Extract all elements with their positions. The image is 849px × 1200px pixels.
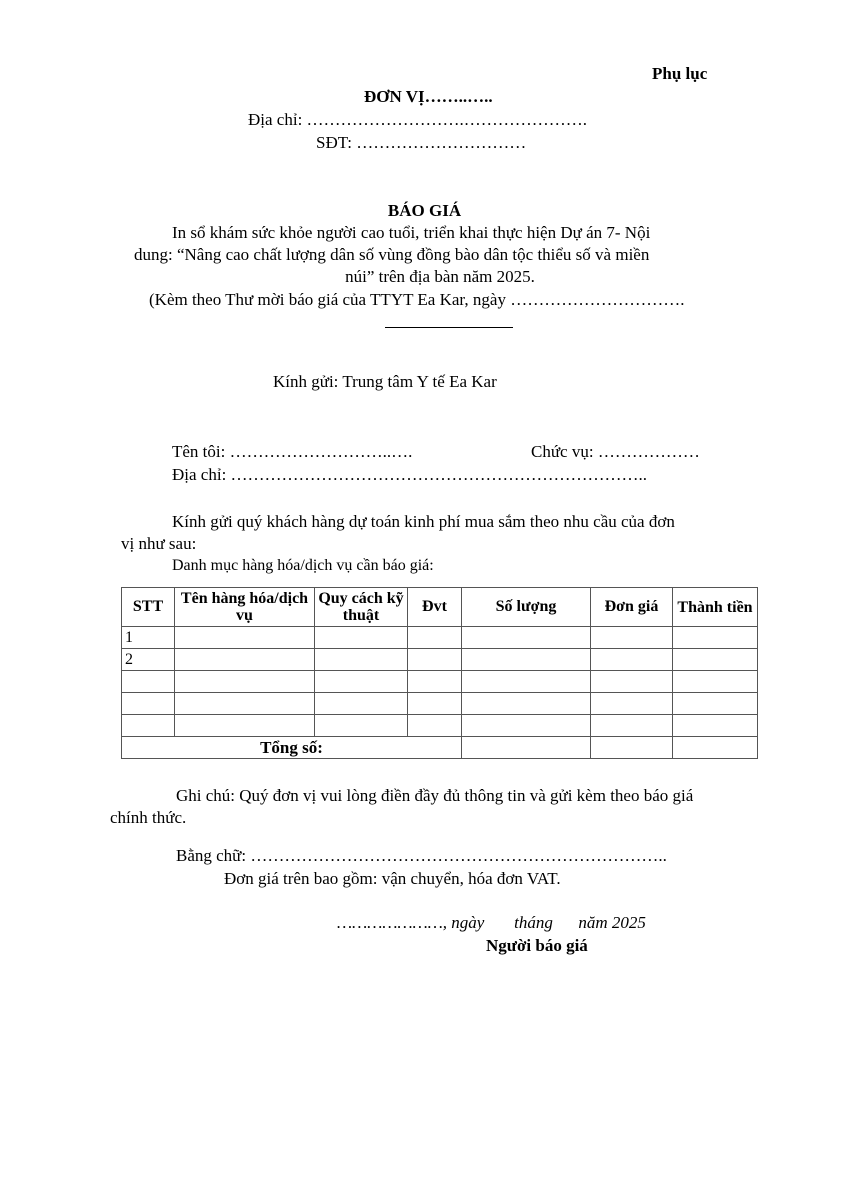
stt-cell: 1 xyxy=(122,627,175,649)
subject-line: núi” trên địa bàn năm 2025. xyxy=(345,267,535,286)
quote-table xyxy=(121,587,758,759)
col-header: Đvt xyxy=(408,588,462,627)
total-row xyxy=(122,737,758,759)
list-label: Danh mục hàng hóa/dịch vụ cần báo giá: xyxy=(172,557,434,574)
subject-line: In sổ khám sức khỏe người cao tuổi, triển khai thực hiện Dự án 7- Nội xyxy=(172,223,651,242)
recipient: Kính gửi: Trung tâm Y tế Ea Kar xyxy=(273,372,497,391)
unit-phone: SĐT: ………………………… xyxy=(316,133,527,152)
page-title: BÁO GIÁ xyxy=(387,201,462,220)
table-header-row xyxy=(122,588,758,627)
col-header: Quy cách kỹ thuật xyxy=(315,588,408,627)
name-field: Tên tôi: ………………………..…. xyxy=(172,442,413,461)
date-line: …………………, ngày tháng năm 2025 xyxy=(337,913,646,932)
sender-address-field: Địa chỉ: ……………………………………………………………….. xyxy=(172,465,648,484)
table-row xyxy=(122,627,758,649)
table-row xyxy=(122,649,758,671)
intro-text: Kính gửi quý khách hàng dự toán kinh phí mua sắm theo nhu cầu của đơn xyxy=(172,512,675,531)
table-row xyxy=(122,693,758,715)
position-field: Chức vụ: ……………… xyxy=(531,442,700,461)
col-header: Số lượng xyxy=(462,588,591,627)
note-text: Ghi chú: Quý đơn vị vui lòng điền đầy đủ thông tin và gửi kèm theo báo giá xyxy=(176,786,694,805)
note-text: chính thức. xyxy=(110,808,187,827)
col-header: STT xyxy=(122,588,175,627)
appendix-label: Phụ lục xyxy=(652,64,708,83)
amount-in-words: Bằng chữ: ……………………………………………………………….. xyxy=(176,846,667,865)
col-header: Thành tiền xyxy=(673,588,758,627)
attachment-note: (Kèm theo Thư mời báo giá của TTYT Ea Kar, ngày …………………………. xyxy=(149,290,685,309)
col-header: Tên hàng hóa/dịch vụ xyxy=(175,588,315,627)
price-includes: Đơn giá trên bao gồm: vận chuyển, hóa đơn VAT. xyxy=(224,869,561,888)
divider xyxy=(385,327,513,328)
intro-text: vị như sau: xyxy=(121,534,197,553)
unit-address: Địa chỉ: ……………………….…………………. xyxy=(248,110,588,129)
col-header: Đơn giá xyxy=(591,588,673,627)
table-row xyxy=(122,671,758,693)
table-row xyxy=(122,715,758,737)
subject-line: dung: “Nâng cao chất lượng dân số vùng đồng bào dân tộc thiểu số và miền xyxy=(134,245,650,264)
signer-label: Người báo giá xyxy=(486,936,588,955)
total-label: Tổng số: xyxy=(122,737,462,759)
stt-cell: 2 xyxy=(122,649,175,671)
unit-name: ĐƠN VỊ……..….. xyxy=(364,87,493,106)
